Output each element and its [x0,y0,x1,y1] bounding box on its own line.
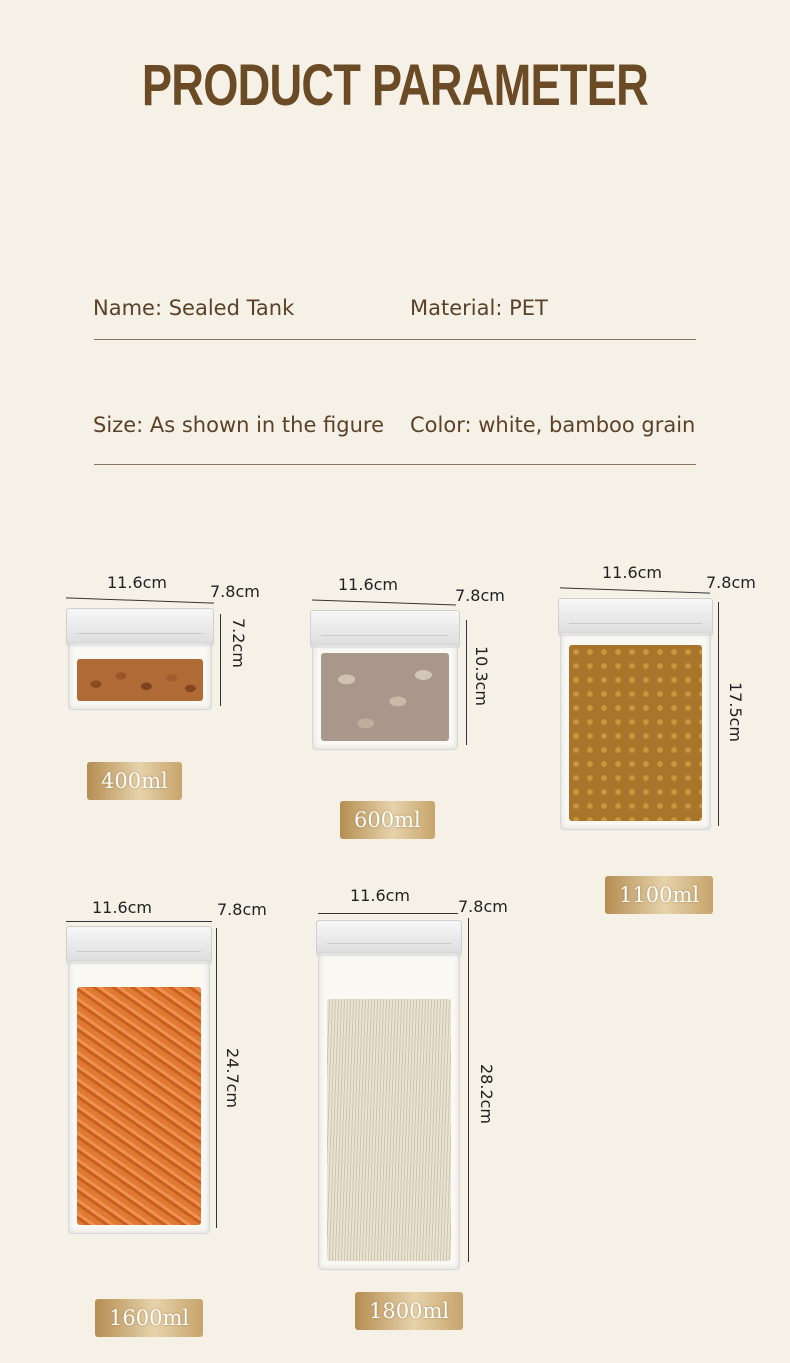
width-label: 11.6cm [92,898,153,917]
height-label: 17.5cm [726,682,745,743]
divider [94,464,696,465]
capacity-badge: 1800ml [355,1292,463,1330]
jar-image [66,608,214,710]
capacity-badge: 1600ml [95,1299,203,1337]
width-label: 11.6cm [338,575,399,594]
spec-size: Size: As shown in the figure [93,413,385,437]
jar-image [310,610,460,750]
divider [94,339,696,340]
height-label: 10.3cm [472,646,491,707]
width-label: 11.6cm [107,573,168,592]
capacity-badge: 400ml [87,762,182,800]
height-line [718,602,719,826]
page-title: PRODUCT PARAMETER [141,53,649,118]
height-label: 28.2cm [477,1064,496,1125]
height-line [468,918,469,1262]
spec-name: Name: Sealed Tank [93,296,295,320]
depth-label: 7.8cm [458,897,508,916]
height-label: 7.2cm [229,618,248,668]
depth-label: 7.8cm [210,582,260,601]
spec-material: Material: PET [410,296,548,320]
depth-label: 7.8cm [706,573,756,592]
width-line [66,921,212,922]
width-line [66,597,214,603]
jar-image [66,926,212,1234]
jar-image [558,598,713,830]
jar-image [316,920,462,1270]
depth-label: 7.8cm [217,900,267,919]
height-line [466,620,467,745]
height-label: 24.7cm [223,1048,242,1109]
spec-color: Color: white, bamboo grain [410,413,696,437]
height-line [216,928,217,1228]
height-line [220,614,221,706]
capacity-badge: 600ml [340,801,435,839]
capacity-badge: 1100ml [605,876,713,914]
width-line [318,913,458,914]
depth-label: 7.8cm [455,586,505,605]
width-label: 11.6cm [350,886,411,905]
width-line [560,587,710,593]
width-line [312,599,456,605]
width-label: 11.6cm [602,563,663,582]
